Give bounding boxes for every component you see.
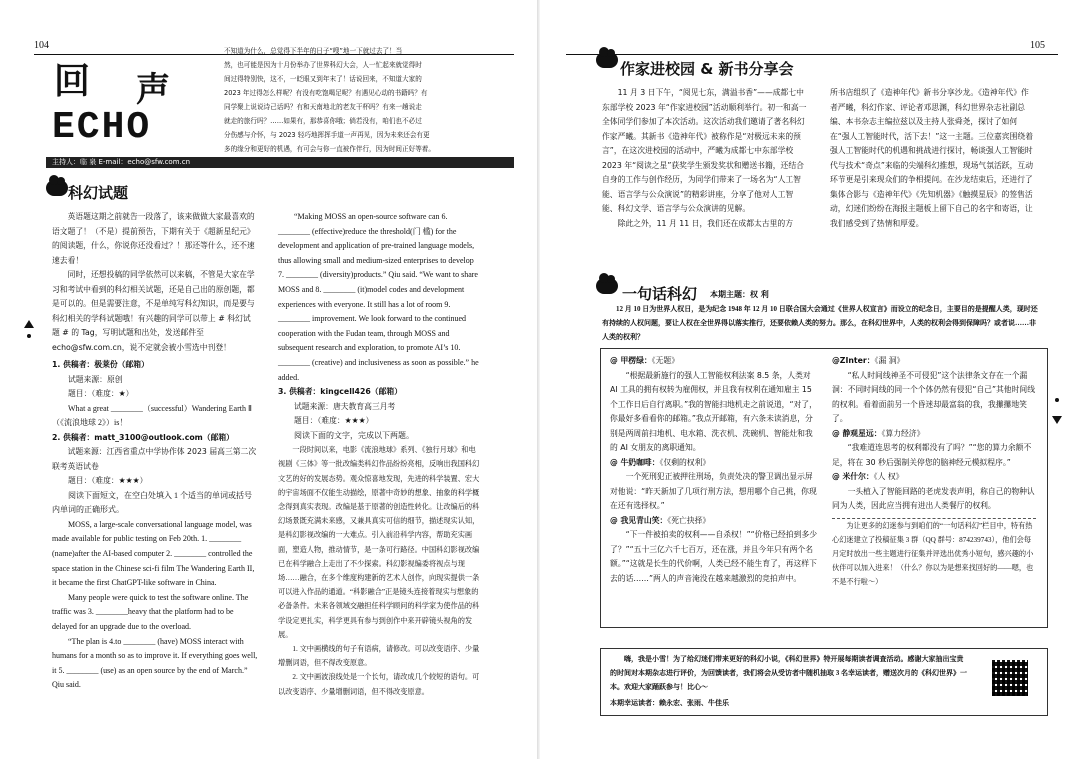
intro-paragraph: 英语题这期之前就告一段落了，该来做做大家最喜欢的语文题了！（不是）提前预告，下期有关于《超新星纪元》的阅读题，什么，你说你还没看过？！那还等什么，还不速速去看！ xyxy=(52,212,255,265)
intro-paragraph: 同时，还想投稿的同学依然可以来稿，不管是大家在学习和考试中看到的科幻相关试题，还是自己出的原创题，都是可以的。但是需要注意，不是单纯写科幻知识，而是要与科幻相关的学科试题哦！有兴趣的同学可以带上 # 科幻试题 # 的 Tag，写明试题和出处，发送邮件至 echo@sfw.com.cn，说不定就会被小雪选中刊登！ xyxy=(52,270,255,352)
entry-title: 《漏 洞》 xyxy=(874,356,905,365)
s2-passage-cont: “Making MOSS an open-source software can 6. ________ (effective)reduce the threshold(门 槛) for the development and application of pre-trained language models, thus allowing small and medium-sized enterprises to develop 7. ________ (diversity)products.” Qiu said. “We want to share MOSS and 8. ________ (it)model codes and development experiences with everyone. It still has a lot of room 9. ________ improvement. We look forward to the continued cooperation with the Fudan team, through MOSS and subsequent research and exploration, to promote AI’s 10. ________ (creative) and inclusiveness as soon as possible.” he added. xyxy=(278,212,479,382)
oneline-intro: 12 月 10 日为世界人权日，是为纪念 1948 年 12 月 10 日联合国大会通过《世界人权宣言》而设立的纪念日，主要目的是提醒人类，现时还有持续的人权问题，要让人权在全世界得以落实推行，还要依赖人类的努力。那么，在科幻世界中，人类的权利会得到保障吗？或者说……非人类的权利？ xyxy=(602,305,1038,341)
footer-text: 嗨，我是小雪！为了给幻迷们带来更好的科幻小说，《科幻世界》特开展每期读者调查活动。感谢大家抽出宝贵的时间对本期杂志进行评价，为回馈读者，我们将会从受访者中随机抽取 3 名幸运读者，赠送次月的《科幻世界》一本。欢迎大家踊跃参与！比心～ xyxy=(610,655,967,691)
s2-passage: “The plan is 4.to ________ (have) MOSS interact with humans for a month so as to improve it. If everything goes well, it 5. ________ (use) as an open source by the end of March.” Qiu said. xyxy=(52,636,258,690)
right-page xyxy=(540,0,1080,759)
qr-code-icon[interactable] xyxy=(992,660,1028,696)
intro-line: 然，也可能是因为十月份举办了世界科幻大会，人一忙起来就觉得时 xyxy=(224,61,422,69)
entry-text: 一个死刑犯正被押往刑场，负责处决的警卫调出显示屏对他说：“昨天新加了几项行刑方法，想用哪个自己挑，你现在还有选择权。” xyxy=(610,472,817,510)
intro-block xyxy=(224,44,516,156)
oneline-col-1 xyxy=(610,354,820,586)
oneline-theme: 本期主题：权 利 xyxy=(710,290,769,299)
section-icon xyxy=(46,180,68,200)
left-margin-arrow xyxy=(24,320,34,338)
page-number-right: 105 xyxy=(1030,40,1045,51)
entry-user: @ZInter： xyxy=(832,356,875,365)
oneline-col-2 xyxy=(832,354,1036,589)
echo-logo xyxy=(52,62,197,152)
entry-text: “私人时间线神圣不可侵犯”这个法律条文存在一个漏洞：不同时间线的同一个个体仍然有侵犯“自己”其他时间线的权利。看着面前另一个昏迷却最富翁的我，我攥攥地笑了。 xyxy=(832,370,1035,423)
intro-line: 就走的旅行吗？……如果有，那恭喜你哦；倘若没有，咱们也不必过 xyxy=(224,117,422,125)
entry-text: “下一件被拍卖的权利——自杀权！”“价格已经拍到多少了？”“五十三亿六千七百万，还在涨，并且今年只有两个名额。”“这就是长生的代价啊，人类已经不能生育了，再这样下去的话……”两人的声音淹没在越来越激烈的竞拍声中。 xyxy=(610,530,818,583)
intro-line: 同学聚上说说诗己话吗？有和天南地北的老友干杯吗？有来一趟说走 xyxy=(224,103,422,111)
entry-user: @ 静观星远： xyxy=(832,428,882,438)
right-margin-arrow xyxy=(1052,398,1062,416)
intro-line: 间过得特别快，这不，一眨眼又到年末了！话说回来，不知道大家的 xyxy=(224,75,422,83)
entry xyxy=(832,354,1036,427)
s2-head: 2. 供稿者：matt_3100@outlook.com（邮箱） xyxy=(52,432,234,442)
entry xyxy=(832,470,1036,514)
s2-passage: MOSS, a large-scale conversational language model, was made available for public testing on Feb 20th. 1. ________ (name)after the AI-based computer 2. ________ controlled the space station in the Chinese sci-fi film The Wandering Earth II, it became the first ChatGPT-like software in China. xyxy=(52,519,255,588)
s2-instruction: 阅读下面短文，在空白处填入 1 个适当的单词或括号内单词的正确形式。 xyxy=(52,490,252,515)
entry xyxy=(832,427,1036,471)
s1-text: What a great ________（successful）Wandering Earth Ⅱ（《流浪地球 2》）is！ xyxy=(52,403,252,428)
event-title: 作家进校园 & 新书分享会 xyxy=(620,60,794,78)
s2-question: 题目：（难度：★★★） xyxy=(68,476,148,486)
event-paragraph: 除此之外，11 月 11 日，我们还在成都太古里的方 xyxy=(617,218,794,228)
entry-text: “根据最新施行的强人工智能权利法案 8.5 条，人类对 AI 工具的拥有权转为雇佣权，并且我有权利在通知雇主 15 个工作日后自行离职。”我的智能扫地机走之前说道，“对了，你最好多看看你的邮箱。”我点开邮箱，有六条未读消息，分别是两周前扫地机、电水箱、洗衣机、洗碗机、智能灶和我的 AI 女朋友的离职通知。 xyxy=(610,370,817,452)
invite-text: 为让更多的幻迷参与到咱们的“一句话科幻”栏目中，特有热心幻迷建立了投稿征集 3 群（QQ 群号：874239743），他们会每月定时放出一些主题进行征集并评选出优秀小短句，感兴趣的小伙伴可以加入进来！（什么？你以为是想来找回好的——嗯，也不是不行啦～） xyxy=(832,521,1034,586)
echo-char-hui: 回 xyxy=(54,61,91,102)
oneline-icon xyxy=(596,278,618,298)
entry-user: @ 甲楞绿： xyxy=(610,356,652,365)
host-line: 主持人：临 泉 E-mail：echo@sfw.com.cn xyxy=(52,158,191,166)
s1-head: 1. 供稿者：极莱份（邮箱） xyxy=(52,360,149,369)
s2-source: 试题来源：江西省重点中学协作体 2023 届高三第二次联考英语试卷 xyxy=(52,447,257,471)
s2-passage: Many people were quick to test the software online. The traffic was 3. ________heavy that the platform had to be delayed for an upgrade due to the overload. xyxy=(52,592,249,632)
entry-user: @ 我见青山笑： xyxy=(610,515,668,525)
entry-user: @ 牛奶咖啡： xyxy=(610,457,660,467)
s3-head: 3. 供稿者：kingcell426（邮箱） xyxy=(278,387,402,397)
s1-question: 题目：（难度：★） xyxy=(68,389,134,398)
s3-q1: 1. 文中画横线的句子有语病，请修改。可以改变语序、少量增删词语，但不得改变原意。 xyxy=(278,645,480,668)
entry-user: @ 米什尔： xyxy=(832,472,874,481)
event-paragraph: 所书店组织了《造神年代》新书分享沙龙。《造神年代》作者严曦，科幻作家、评论者邓思渊，科幻世界杂志社副总编、本书杂志主编拉兹以及主持人张舜尧，探讨了如何在“强人工智能时代，活下去！”这一主题。三位嘉宾围绕着强人工智能时代的机遇和挑战进行探讨，畅谈强人工智能时代与技术“奇点”来临的尖端科幻推想，现场气氛活跃，互动环节更是引来现众们的争相提问。在沙龙结束后，还进行了集体合影与《造神年代》《先知机器》《触摸星辰》的签售活动，幻迷们纷纷在海报主题板上留下自己的名字和寄语，让我们感受到了热情和厚爱。 xyxy=(830,88,1033,228)
echo-wordmark: ECHO xyxy=(52,106,152,149)
intro-line: 多的缘分和更好的机遇，有可会与你一直被作伴行，因为时间正好等着。 xyxy=(224,145,435,153)
s1-source: 试题来源：原创 xyxy=(68,374,123,384)
winners-line: 本期幸运读者：赖永宏、张雨、牛佳乐 xyxy=(610,699,729,707)
s3-q2: 2. 文中画波浪线处是一个长句，请改成几个较短的语句。可以改变语序、少量增删词语，但不得改变原意。 xyxy=(278,673,480,696)
entry-text: 一头植入了智能回路的老虎发表声明，称自己的物种认同为人类，因此应当拥有进出人类餐厅的权利。 xyxy=(832,486,1035,510)
left-col-1 xyxy=(52,210,258,693)
s3-instruction: 阅读下面的文字，完成以下两题。 xyxy=(294,430,414,440)
entry-title: 《算力经济》 xyxy=(881,428,925,438)
oneline-title: 一句话科幻 xyxy=(622,285,698,303)
event-col-2 xyxy=(830,86,1036,231)
intro-line: 分伤感与介怀，与 2023 轻巧地挥挥手道一声再见，因为未来还会有更 xyxy=(224,131,430,139)
entry xyxy=(610,354,820,456)
intro-line: 2023 年过得怎么样呢？有没有吃饱喝足呢？有遇见心动的书籍吗？有 xyxy=(224,89,428,97)
left-col-2 xyxy=(278,210,480,699)
echo-char-sheng: 声 xyxy=(136,70,170,110)
entry xyxy=(610,514,820,587)
entry-title: 《死亡抉择》 xyxy=(667,515,711,525)
top-rule-right xyxy=(566,54,1058,55)
section-title: 科幻试题 xyxy=(68,184,129,202)
entry-title: 《无题》 xyxy=(651,356,679,365)
event-icon xyxy=(596,52,618,72)
intro-line: 不知道为什么，总觉得下半年的日子“嗖”地一下就过去了！当 xyxy=(224,47,403,55)
entry-title: 《仅剩的权利》 xyxy=(659,457,711,467)
s3-passage: 一段时间以来，电影《流浪地球》系列、《独行月球》和电视剧《三体》等一批改编类科幻作品纷纷亮相，反响出我国科幻文艺的好的发展态势。观众惊喜地发现，先进的科学装置、宏大的宇宙场面不仅能生动描绘，原著中奇妙的想象、抽象的科学概念得到真实表现。改编是基于原著的创造性转化。让改编后的科幻场景既充满未来感，又兼具真实可信的细节，描述现实认知，是科幻影视改编的一大难点。引入前沿科学内容，帮助充实画面，塑造人物，推动情节，是一条可行路径。中国科幻影视改编已在科学融合上走出了不少探索。科幻影视编委将视点与现场……融合，在多个维度构建新的艺术人创作，向现实提供一条可以进入作品的通道。“科影融合”正是镜头连接着现实与想象的必备条件。未来各领域交融担任科学顾问的科学家为使作品的科学设定更扎实，科学更具有参与到创作中来开辟镜头视角的发展。 xyxy=(278,446,480,639)
entry-title: 《人 权》 xyxy=(873,472,904,481)
entry xyxy=(610,456,820,514)
s3-source: 试题来源：唐夫教育高三月考 xyxy=(294,401,396,411)
page-number-left: 104 xyxy=(34,40,49,51)
event-col-1 xyxy=(602,86,808,231)
entry-text: “我难道连思考的权利都没有了吗？”“您的算力余额不足，将在 30 秒后强制关停您的脑神经元模拟程序。” xyxy=(832,443,1032,467)
event-paragraph: 11 月 3 日下午，“阅见七东，满溢书香”——成都七中东部学校 2023 年“作家进校园”活动顺利举行。初一和高一全体同学们参加了本次活动。这次活动我们邀请了著名科幻作家严曦。其新书《造神年代》被称作是“对极远未来的预言”，在这次进校园的活动中，严曦为成都七中东部学校 2023 年“阅读之星”获奖学生颁发奖状和赠送书籍，还结合自身的工作与创作经历，为同学们带来了一场名为“人工智能、语言学与公众演说”的精彩讲座，分享了他对人工智能、科幻文学、语言学与公众演讲的见解。 xyxy=(602,88,807,213)
s3-question: 题目：（难度：★★★） xyxy=(294,416,374,426)
